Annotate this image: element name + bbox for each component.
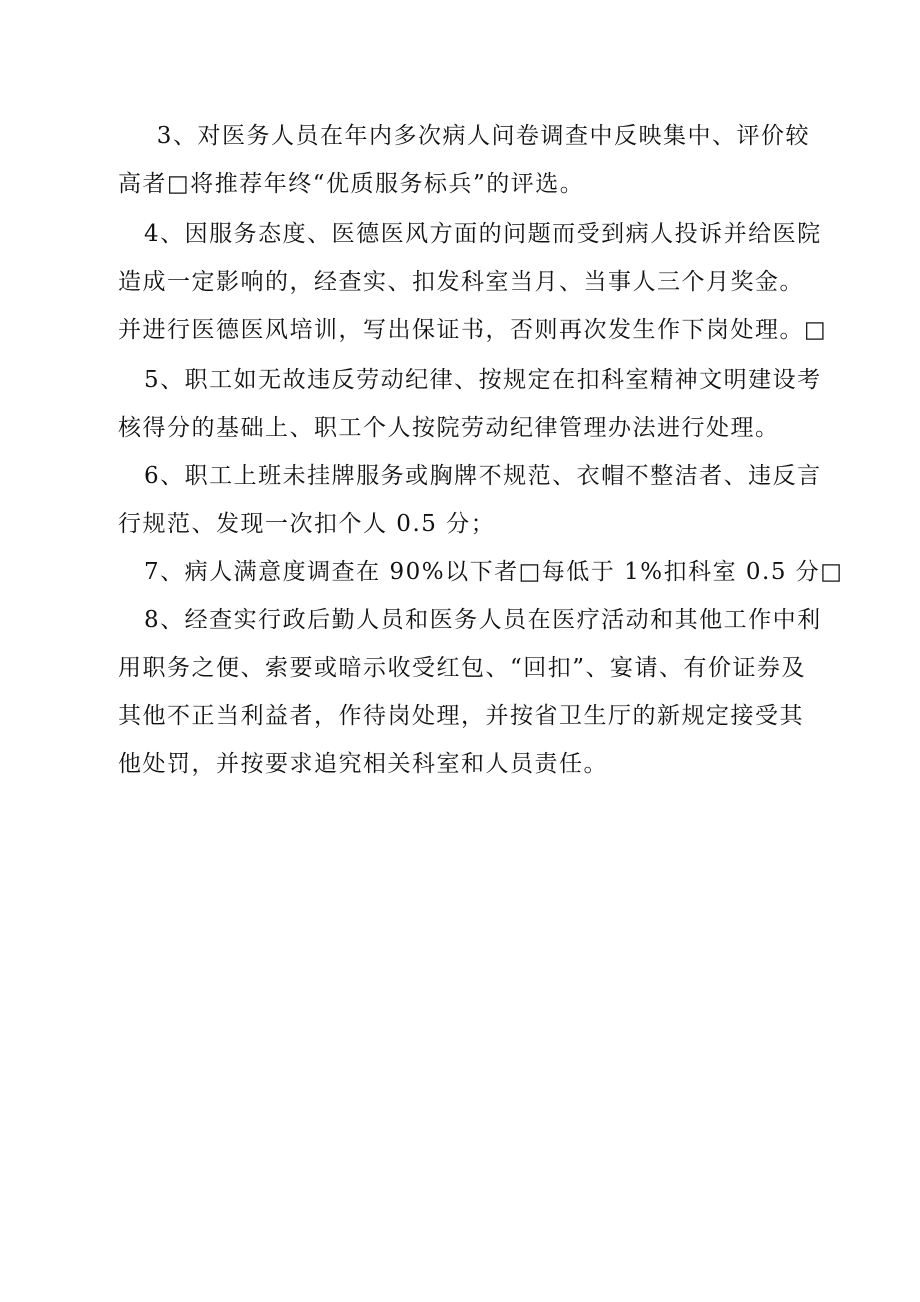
paragraph-item-7: [118, 548, 844, 596]
paragraph-line: 核得分的基础上、职工个人按院劳动纪律管理办法进行处理。: [118, 415, 780, 441]
paragraph-line: 3、对医务人员在年内多次病人问卷调查中反映集中、评价较: [148, 123, 810, 149]
paragraph-line: 并进行医德医风培训，写出保证书，否则再次发生作下岗处理。□: [118, 317, 828, 343]
paragraph-line: 8、经查实行政后勤人员和医务人员在医疗活动和其他工作中利: [144, 607, 822, 633]
paragraph-line: 高者□将推荐年终“优质服务标兵”的评选。: [118, 171, 585, 197]
paragraph-line: 行规范、发现一次扣个人 0.5 分；: [118, 511, 496, 537]
paragraph-line: 6、职工上班未挂牌服务或胸牌不规范、衣帽不整洁者、违反言: [144, 463, 822, 489]
paragraph-line: 5、职工如无故违反劳动纪律、按规定在扣科室精神文明建设考: [144, 367, 822, 393]
paragraph-line: 其他不正当利益者，作待岗处理，并按省卫生厅的新规定接受其: [118, 703, 804, 729]
paragraph-item-8: [118, 596, 828, 788]
paragraph-line: 他处罚，并按要求追究相关科室和人员责任。: [118, 751, 608, 777]
paragraph-item-4: [118, 210, 828, 354]
paragraph-item-3: [118, 112, 828, 208]
paragraph-item-6: [118, 452, 828, 548]
paragraph-line: 4、因服务态度、医德医风方面的问题而受到病人投诉并给医院: [144, 221, 822, 247]
paragraph-line: 7、病人满意度调查在 90%以下者□每低于 1%扣科室 0.5 分□: [144, 559, 844, 585]
paragraph-item-5: [118, 356, 828, 452]
paragraph-line: 用职务之便、索要或暗示收受红包、“回扣”、宴请、有价证券及: [118, 655, 807, 681]
paragraph-line: 造成一定影响的，经查实、扣发科室当月、当事人三个月奖金。: [118, 269, 804, 295]
